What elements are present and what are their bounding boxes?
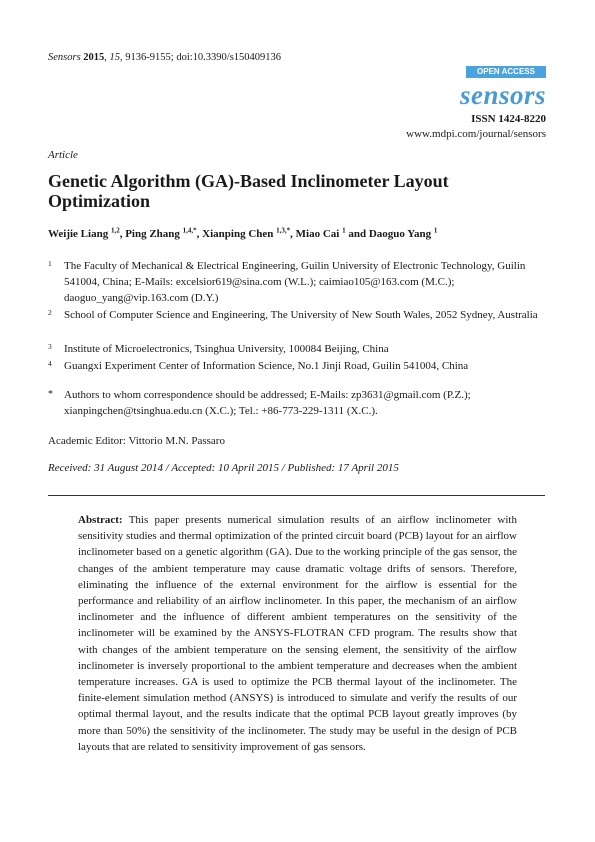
author-affiliation: 1,2 [110,226,120,235]
pages-doi: 9136-9155; doi:10.3390/s150409136 [125,52,282,63]
academic-editor: Academic Editor: Vittorio M.N. Passaro [48,435,225,447]
citation-line: Sensors 2015, 15, 9136-9155; doi:10.3390/s150409136 [48,52,282,63]
author-affiliation: 1,4,* [182,226,197,235]
publication-dates: Received: 31 August 2014 / Accepted: 10 April 2015 / Published: 17 April 2015 [48,462,399,474]
correspondence-text: Authors to whom correspondence should be addressed; E-Mails: zp3631@gmail.com (P.Z.); xianpingchen@tsinghua.edu.cn (X.C.); Tel.: +86-773-229-1311 (X.C.). [64,389,471,417]
issn: ISSN 1424-8220 [471,113,546,125]
affiliation-text: Institute of Microelectronics, Tsinghua University, 100084 Beijing, China [64,343,389,355]
author-name: Ping Zhang [125,228,180,240]
article-type: Article [48,149,78,161]
correspondence-marker: * [48,389,53,400]
article-title: Genetic Algorithm (GA)-Based Inclinometer Layout Optimization [48,171,449,211]
year: 2015 [83,52,105,63]
author-name: Weijie Liang [48,228,109,240]
author-affiliation: 1 [433,226,438,235]
affiliation-text: Guangxi Experiment Center of Information Science, No.1 Jinji Road, Guilin 541004, China [64,360,469,372]
journal-ref: Sensors [48,52,81,63]
author-name: Xianping Chen [202,228,274,240]
open-access-badge: OPEN ACCESS [466,66,546,78]
affiliation-marker: 2 [48,308,52,317]
author-name: Daoguo Yang [368,228,432,240]
journal-logo: sensors [459,80,546,110]
volume: 15 [109,52,121,63]
affiliation-marker: 1 [48,259,52,268]
abstract-label: Abstract: [78,514,123,526]
journal-url[interactable]: www.mdpi.com/journal/sensors [406,128,546,140]
affiliation-marker: 4 [48,359,52,368]
abstract [78,512,517,755]
author-affiliation: 1,3,* [276,226,291,235]
affiliation-text: The Faculty of Mechanical & Electrical Engineering, Guilin University of Electronic Technology, Guilin 541004, China; E-Mails: excelsior619@sina.com (W.L.); caimiao105@163.com (M.C.); daoguo_yang@vip.163.com (D.Y.) [64,260,526,304]
affiliation-marker: 3 [48,342,52,351]
divider [48,495,545,496]
author-list: Weijie Liang $^{1,2}$, Ping Zhang $^{1,4,*}$, Xianping Chen $^{1,3,*}$, Miao Cai $^1$ and Daoguo Yang $^1$ [48,226,438,240]
author-affiliation: 1 [342,226,346,235]
affiliation-text: School of Computer Science and Engineering, The University of New South Wales, 2052 Sydney, Australia [64,309,538,321]
abstract-text: This paper presents numerical simulation results of an airflow inclinometer with sensitivity studies and thermal optimization of the printed circuit board (PCB) layout for an airflow inclinometer based on a genetic algorithm (GA). Due to the working principle of the gas sensor, the changes of the ambient temperature may cause dramatic voltage drifts of sensors. Therefore, eliminating the influence of the external environment for the airflow is essential for the performance and reliability of an airflow inclinometer. In this paper, the mechanism of an airflow inclinometer and the influence of different ambient temperatures on the sensitivity of the inclinometer will be examined by the ANSYS-FLOTRAN CFD program. The results show that with changes of the ambient temperature on the sensing element, the sensitivity of the airflow inclinometer is inversely proportional to the ambient temperature and decreases when the ambient temperature increases. GA is used to optimize the PCB thermal layout of the inclinometer. The finite-element simulation method (ANSYS) is introduced to simulate and verify the results of our optimal thermal layout, and the results indicate that the optimal PCB layout greatly improves (by more than 50%) the sensitivity of the inclinometer. The study may be useful in the design of PCB layouts that are related to sensitivity improvement of gas sensors. [78,514,517,753]
author-name: Miao Cai [295,228,340,240]
